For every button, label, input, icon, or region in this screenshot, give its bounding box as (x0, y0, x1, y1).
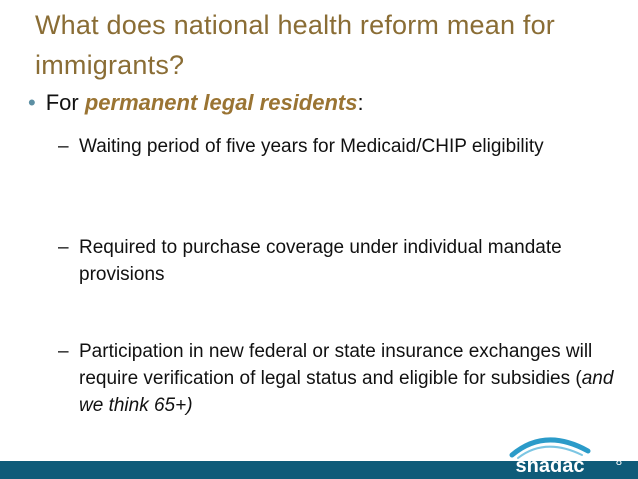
logo-text: shadac (515, 455, 585, 477)
subpoint-text: Waiting period of five years for Medicaid/CHIP eligibility (79, 136, 544, 157)
bullet-prefix: For (45, 90, 85, 115)
subpoint-coverage-mandate (58, 234, 628, 288)
shadac-logo (500, 425, 600, 479)
subpoint-text-main: Participation in new federal or state insurance exchanges will require verification of legal status and eligible for subsidies ( (79, 341, 593, 389)
subpoint-text-italic: and we think 65+) (79, 368, 614, 416)
subpoint-text (79, 338, 628, 419)
bullet-suffix: : (357, 90, 364, 115)
dash-marker: – (58, 341, 69, 362)
subpoint-text: Required to purchase coverage under individual mandate provisions (79, 237, 562, 285)
dash-marker: – (58, 136, 69, 157)
subpoint-waiting-period (58, 133, 628, 160)
dash-marker: – (58, 237, 69, 258)
page-number: 8 (615, 456, 622, 468)
bullet-emphasis: permanent legal residents (84, 90, 358, 115)
slide-title: What does national health reform mean for immigrants? (35, 10, 555, 80)
bullet-dot-icon: • (28, 90, 36, 115)
subpoint-exchanges (58, 338, 628, 419)
main-bullet (28, 88, 364, 118)
